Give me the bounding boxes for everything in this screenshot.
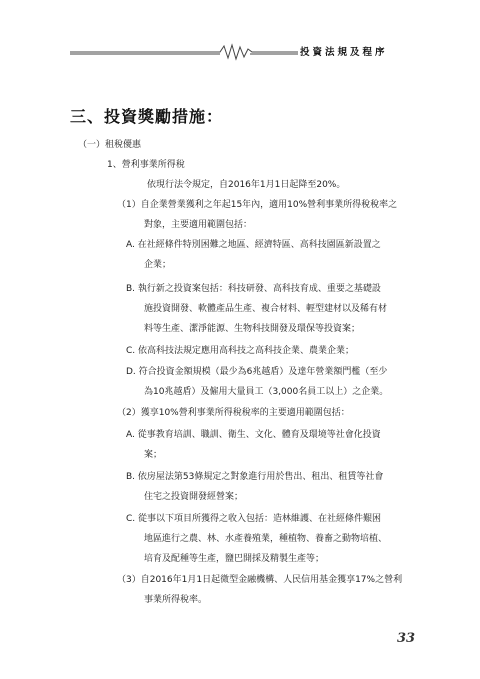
list-item-line: 住宅之投資開發經營案； <box>144 492 244 502</box>
paragraph-line: （3）自2016年1月1日起微型金融機構、人民信用基金獲享17%之營利 <box>117 575 403 585</box>
list-item-line: 案； <box>144 450 163 460</box>
list-item-line: C. 依高科技法規定應用高科技之高科技企業、農業企業； <box>126 346 355 356</box>
paragraph-line: 事業所得稅率。 <box>144 595 208 605</box>
list-item-line: C. 從事以下項目所獲得之收入包括：造林維護、在社經條件艱困 <box>126 514 382 524</box>
list-item-line: 施投資開發、軟體產品生產、複合材料、輕型建材以及稀有材 <box>144 304 388 314</box>
list-item-line: 為10兆越盾）及僱用大量員工（3,000名員工以上）之企業。 <box>144 387 389 397</box>
paragraph-line: （1）自企業營業獲利之年起15年內，適用10%營利事業所得稅稅率之 <box>117 200 398 210</box>
list-item-line: 企業； <box>144 260 172 270</box>
paragraph-line: 依現行法令規定，自2016年1月1日起降至20%。 <box>147 180 346 190</box>
section-title: 三、投資獎勵措施： <box>70 107 224 126</box>
list-item-line: B. 依房屋法第53條規定之對象進行用於售出、租出、租賃等社會 <box>126 472 384 482</box>
paragraph-line: （2）獲享10%營利事業所得稅稅率的主要適用範圍包括： <box>117 408 350 418</box>
list-item-line: 料等生產、潔淨能源、生物科技開發及環保等投資案； <box>144 324 361 334</box>
list-item-line: 培育及配種等生產，鹽巴開採及精製生產等； <box>144 554 325 564</box>
list-item-line: A. 在社經條件特別困難之地區、經濟特區、高科技園區新設置之 <box>126 240 381 250</box>
paragraph-line: 對象，主要適用範圍包括： <box>144 220 253 230</box>
subsection-heading: （一）租稅優惠 <box>78 140 142 150</box>
list-item-line: 地區進行之農、林、水產養殖業，種植物、養畜之動物培植、 <box>144 534 388 544</box>
header-title: 投資法規及程序 <box>300 47 388 58</box>
list-item-line: D. 符合投資金額規模（最少為6兆越盾）及達年營業額門檻（至少 <box>126 367 388 377</box>
list-item-line: B. 執行新之投資案包括：科技研發、高科技育成、重要之基礎設 <box>126 284 381 294</box>
item-heading: 1、營利事業所得稅 <box>107 160 185 170</box>
page-number: 33 <box>397 631 416 646</box>
list-item-line: A. 從事教育培訓、職訓、衛生、文化、體育及環境等社會化投資 <box>126 430 381 440</box>
